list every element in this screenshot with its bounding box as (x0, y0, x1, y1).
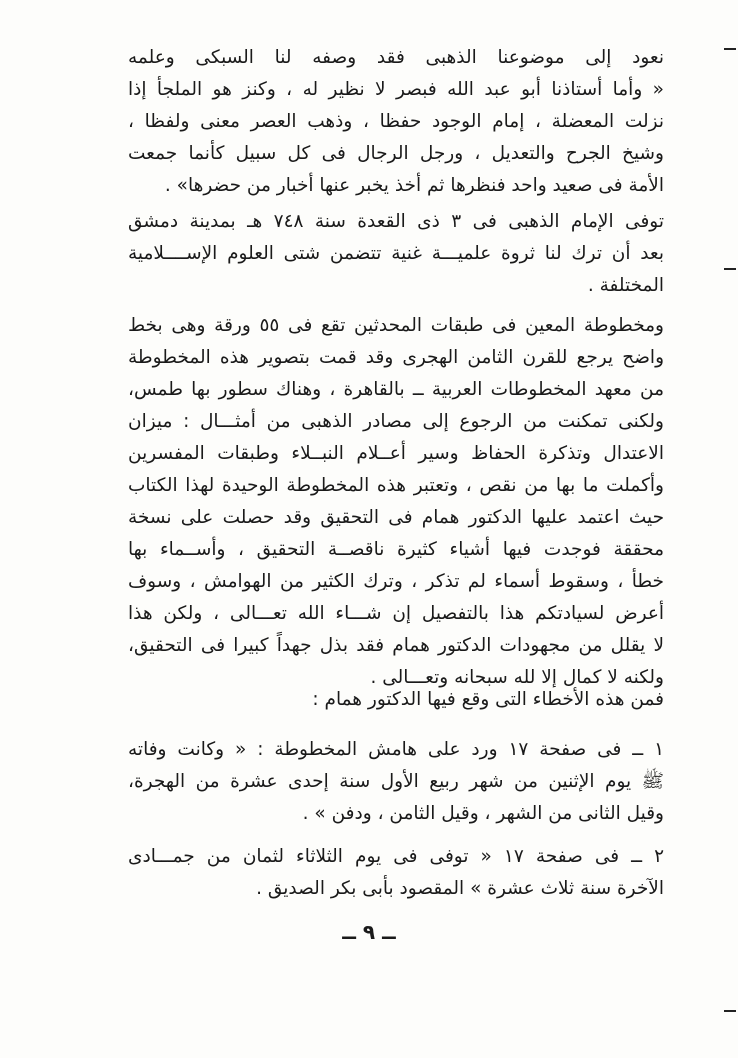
paragraph-subki-quote (128, 42, 664, 202)
text-line: وأكملت ما بها من نقص ، وتعتبر هذه المخطوطة الوحيدة لهذا الكتاب (128, 475, 664, 496)
paragraph-manuscript-description (128, 310, 664, 694)
paragraph-errors-intro (128, 684, 664, 716)
text-line: نعود إلى موضوعنا الذهبى فقد وصفه لنا السبكى وعلمه (128, 47, 664, 68)
text-line: ولكنى تمكنت من الرجوع إلى مصادر الذهبى من أمثـــال : ميزان (128, 411, 664, 432)
text-line: الاعتدال وتذكرة الحفاظ وسير أعــلام النبــلاء وطبقات المفسرين (128, 443, 664, 464)
page-number: ــ ٩ ــ (342, 920, 396, 944)
text-line: المختلفة . (587, 275, 664, 296)
text-line: حيث اعتمد عليها الدكتور همام فى التحقيق وقد حصلت على نسخة (128, 507, 664, 528)
paragraph-error-item-2 (128, 841, 664, 905)
text-line: « وأما أستاذنا أبو عبد الله فبصر لا نظير له ، وكنز هو الملجأ إذا (128, 79, 664, 100)
text-line: خطأ ، وسقوط أسماء لم تذكر ، وترك الكثير من الهوامش ، وسوف (128, 571, 664, 592)
text-line: من معهد المخطوطات العربية ــ بالقاهرة ، وهناك سطور بها طمس، (128, 379, 664, 400)
text-line: ﷺ يوم الإثنين من شهر ربيع الأول سنة إحدى عشرة من الهجرة، (128, 771, 664, 792)
text-line: ولكنه لا كمال إلا لله سبحانه وتعـــالى . (370, 667, 664, 688)
text-line: الآخرة سنة ثلاث عشرة » المقصود بأبى بكر الصديق . (256, 878, 664, 899)
text-line: ١ ــ فى صفحة ١٧ ورد على هامش المخطوطة : « وكانت وفاته (128, 739, 664, 760)
margin-mark (724, 268, 736, 270)
text-line: واضح يرجع للقرن الثامن الهجرى وقد قمت بتصوير هذه المخطوطة (128, 347, 664, 368)
margin-mark (724, 48, 736, 50)
text-line: الأمة فى صعيد واحد فنظرها ثم أخذ يخبر عنها أخبار من حضرها» . (164, 175, 664, 196)
text-line: ٢ ــ فى صفحة ١٧ « توفى فى يوم الثلاثاء لثمان من جمـــادى (128, 846, 664, 867)
paragraph-death-date (128, 206, 664, 302)
paragraph-error-item-1 (128, 734, 664, 830)
text-line: توفى الإمام الذهبى فى ٣ ذى القعدة سنة ٧٤٨ هـ بمدينة دمشق (128, 211, 664, 232)
margin-mark (724, 1010, 736, 1012)
text-line: ومخطوطة المعين فى طبقات المحدثين تقع فى ٥٥ ورقة وهى بخط (128, 315, 664, 336)
text-line: فمن هذه الأخطاء التى وقع فيها الدكتور همام : (312, 689, 664, 710)
text-line: وقيل الثانى من الشهر ، وقيل الثامن ، ودفن » . (302, 803, 664, 824)
text-line: لا يقلل من مجهودات الدكتور همام فقد بذل جهداً كبيرا فى التحقيق، (128, 635, 664, 656)
text-line: أعرض لسيادتكم هذا بالتفصيل إن شـــاء الله تعـــالى ، ولكن هذا (128, 603, 664, 624)
text-line: وشيخ الجرح والتعديل ، ورجل الرجال فى كل سبيل كأنما جمعت (128, 143, 664, 164)
text-line: بعد أن ترك لنا ثروة علميـــة غنية تتضمن شتى العلوم الإســــلامية (128, 243, 664, 264)
text-line: نزلت المعضلة ، إمام الوجود حفظا ، وذهب العصر معنى ولفظا ، (128, 111, 664, 132)
text-line: محققة فوجدت فيها أشياء كثيرة ناقصــة التحقيق ، وأســماء بها (128, 539, 664, 560)
